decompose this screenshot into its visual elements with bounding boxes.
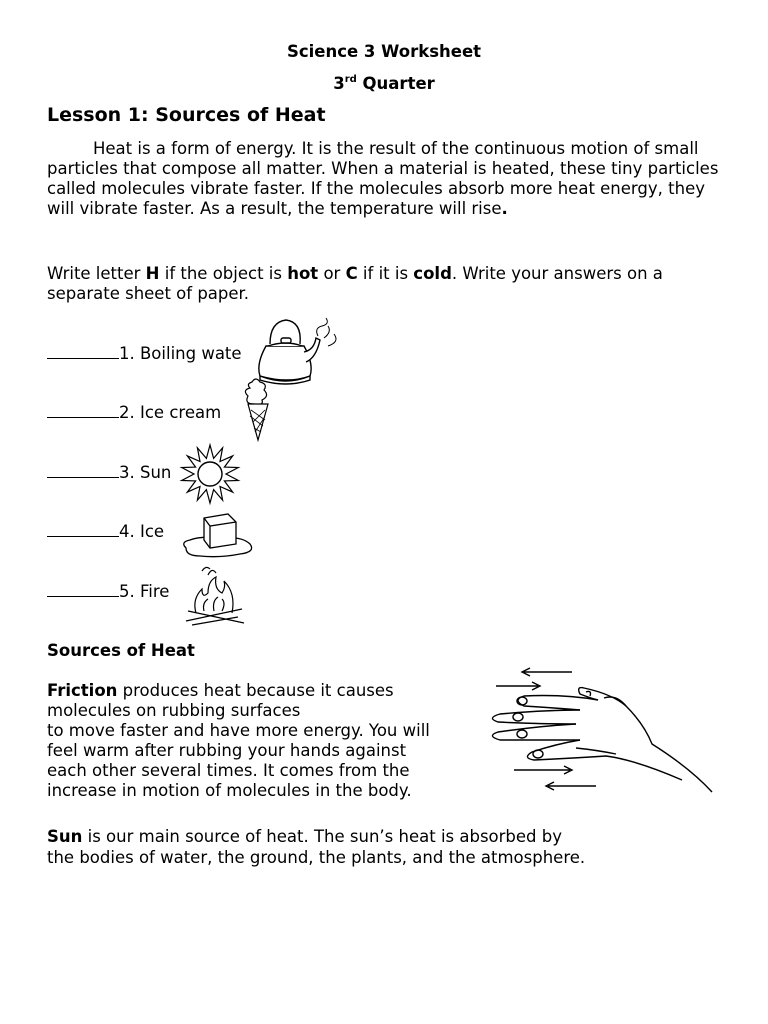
worksheet-title: Science 3 Worksheet	[286, 42, 482, 61]
item-label: 2. Ice cream	[119, 403, 222, 422]
sun-line: is our main source of heat. The sun’s heat is absorbed by	[82, 827, 563, 846]
ice-cream-icon	[242, 376, 274, 442]
answer-blank[interactable]	[47, 463, 119, 478]
friction-line: to move faster and have more energy. You will	[47, 721, 430, 740]
quarter-ordinal: rd	[344, 74, 357, 85]
sun-term: Sun	[47, 827, 83, 846]
instr-text-3: or	[318, 264, 346, 283]
section-heading: Sources of Heat	[47, 641, 195, 660]
friction-line: feel warm after rubbing your hands against	[47, 741, 407, 760]
quarter-word: Quarter	[356, 74, 435, 93]
quarter-heading	[0, 74, 768, 93]
item-label: 4. Ice	[119, 522, 165, 541]
friction-paragraph	[47, 681, 467, 801]
friction-line: molecules on rubbing surfaces	[47, 701, 301, 720]
answer-blank[interactable]	[47, 403, 119, 418]
ice-cube-icon	[180, 508, 256, 560]
intro-paragraph	[47, 139, 727, 219]
item-label: 5. Fire	[119, 582, 170, 601]
intro-text: Heat is a form of energy. It is the result of the continuous motion of small particles that compose all matter. When a material is heated, these tiny particles called molecules vibrate faster. If the molecules absorb more heat energy, they will vibrate faster. As a result, the temperature will rise	[47, 139, 719, 218]
campfire-icon	[182, 563, 248, 629]
instr-text-4: if it is	[357, 264, 414, 283]
instr-letter-c: C	[345, 264, 358, 283]
list-item	[47, 403, 221, 422]
intro-period: .	[501, 199, 508, 218]
instr-text-5: . Write your answers on a separate sheet of paper.	[47, 264, 663, 303]
answer-blank[interactable]	[47, 522, 119, 537]
item-label: 3. Sun	[119, 463, 172, 482]
lesson-title: Lesson 1: Sources of Heat	[47, 104, 326, 126]
friction-line: each other several times. It comes from the	[47, 761, 410, 780]
list-item	[47, 344, 242, 363]
list-item	[47, 522, 164, 541]
item-label: 1. Boiling wate	[119, 344, 242, 363]
list-item	[47, 463, 171, 482]
instr-letter-h: H	[145, 264, 160, 283]
sun-paragraph	[47, 826, 737, 868]
sun-line: the bodies of water, the ground, the plants, and the atmosphere.	[47, 848, 586, 867]
friction-line: increase in motion of molecules in the body.	[47, 781, 412, 800]
instructions	[47, 264, 727, 304]
instr-text-2: if the object is	[159, 264, 288, 283]
instr-hot: hot	[287, 264, 319, 283]
answer-blank[interactable]	[47, 582, 119, 597]
instr-cold: cold	[413, 264, 452, 283]
instr-text-1: Write letter	[47, 264, 146, 283]
answer-blank[interactable]	[47, 344, 119, 359]
quarter-number: 3	[333, 74, 345, 93]
rubbing-hands-icon	[476, 664, 720, 802]
sun-icon	[176, 442, 246, 506]
friction-term: Friction	[47, 681, 118, 700]
list-item	[47, 582, 169, 601]
friction-line: produces heat because it causes	[117, 681, 394, 700]
